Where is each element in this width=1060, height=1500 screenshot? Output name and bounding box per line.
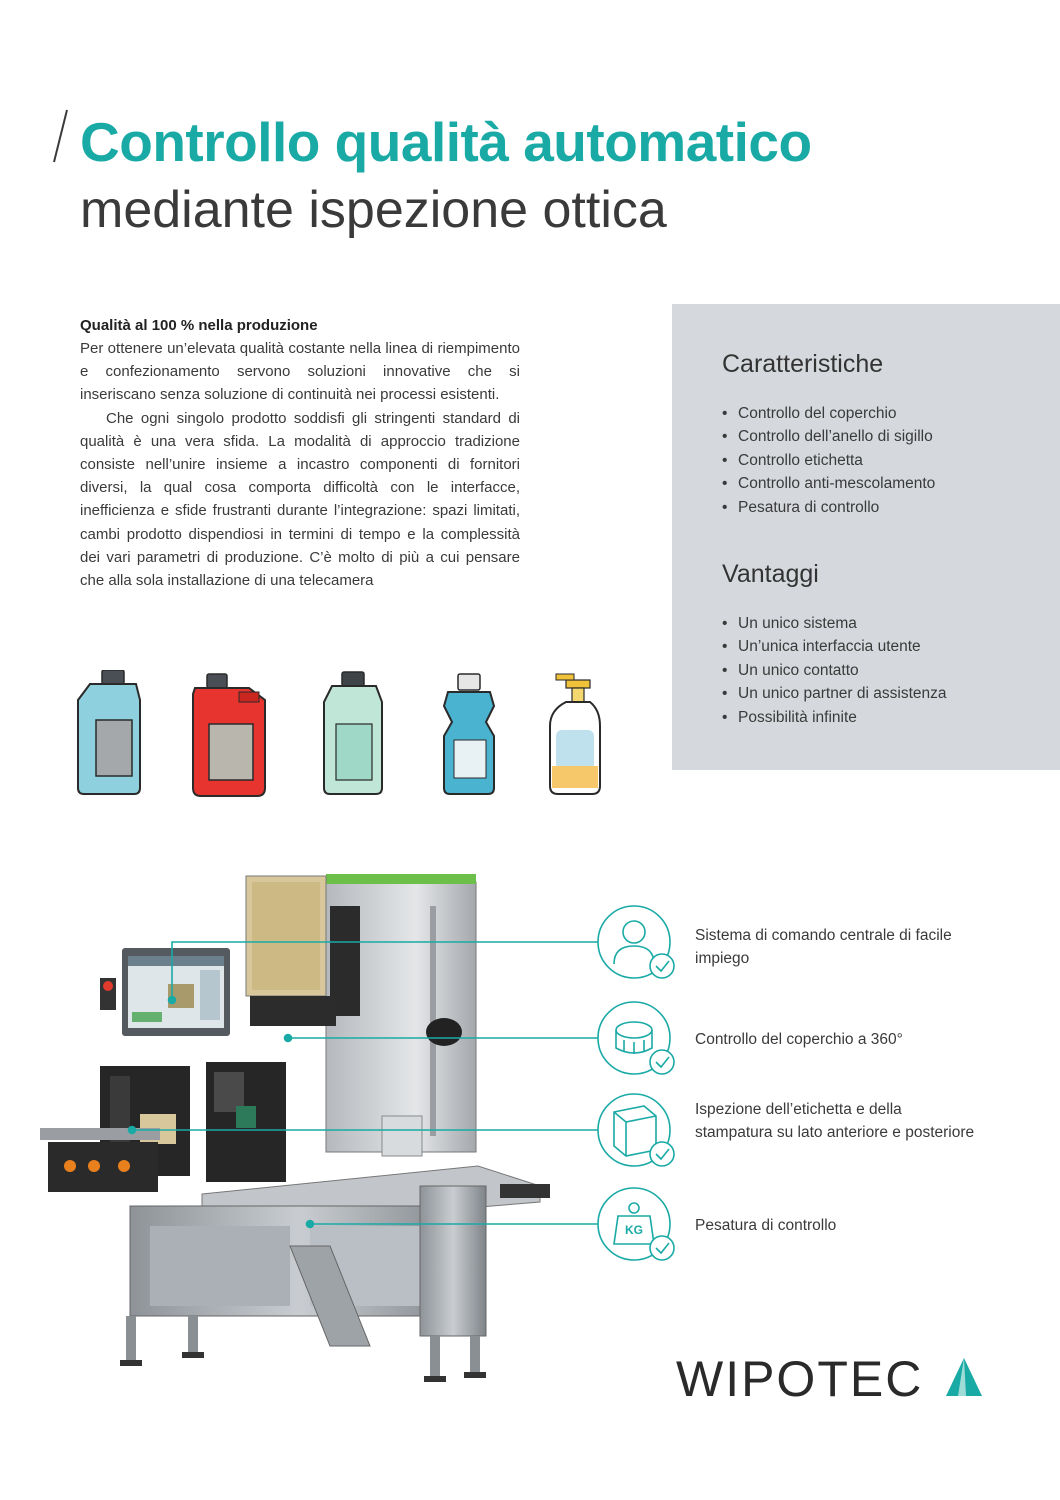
- benefits-heading: Vantaggi: [722, 560, 819, 588]
- features-item: • Controllo del coperchio: [722, 402, 935, 425]
- benefits-item: • Un unico contatto: [722, 659, 947, 682]
- intro-heading: Qualità al 100 % nella produzione: [80, 317, 318, 334]
- callout-control-system: Sistema di comando centrale di facile impiego: [695, 927, 952, 967]
- callout-cap-control: Controllo del coperchio a 360°: [695, 1031, 903, 1048]
- intro-paragraph-1: Per ottenere un’elevata qualità costante nella linea di riempimento e confezionamento servono soluzioni innovative che si inseriscano senza soluzione di continuità nei processi esistenti.: [80, 340, 520, 404]
- benefits-item: • Un unico sistema: [722, 612, 947, 635]
- features-item: • Controllo etichetta: [722, 449, 935, 472]
- label-icon: [598, 1094, 674, 1166]
- green-bottle-icon: [324, 672, 382, 794]
- weight-label: KG: [625, 1223, 643, 1237]
- mouthwash-bottle-icon: [444, 674, 494, 794]
- pump-bottle-icon: [550, 674, 600, 794]
- features-item: • Controllo anti-mescolamento: [722, 472, 935, 495]
- title-slash-decoration: [50, 108, 70, 164]
- page-subtitle: mediante ispezione ottica: [80, 181, 667, 239]
- benefits-list: [722, 612, 947, 729]
- features-heading: Caratteristiche: [722, 350, 884, 378]
- operator-icon: [598, 906, 674, 978]
- callout-weighing: Pesatura di controllo: [695, 1217, 837, 1234]
- cap-icon: [598, 1002, 674, 1074]
- features-panel: [672, 304, 1060, 770]
- intro-paragraph-2: Che ogni singolo prodotto soddisfi gli stringenti standard di qualità è una vera sfida. La modalità di approccio tradizione consiste nell’unire insieme a incastro componenti di fornitori diversi, la qual cosa comporta difficoltà con le interfacce, inefficienza e sfide frustranti durante l’integrazione: spazi limitati, cambi prodotto dispendiosi in termini di tempo e la complessità dei vari parametri di produzione. C’è molto di più a cui pensare che alla sola installazione di una telecamera: [80, 409, 520, 590]
- wipotec-logo: [676, 1352, 986, 1404]
- blue-jug-icon: [78, 670, 140, 794]
- benefits-item: • Un unico partner di assistenza: [722, 682, 947, 705]
- benefits-item: • Un’unica interfaccia utente: [722, 635, 947, 658]
- benefits-item: • Possibilità infinite: [722, 706, 947, 729]
- features-item: • Pesatura di controllo: [722, 496, 935, 519]
- red-canister-icon: [193, 674, 265, 796]
- intro-section: [80, 314, 520, 592]
- features-item: • Controllo dell’anello di sigillo: [722, 425, 935, 448]
- features-list: [722, 402, 935, 519]
- page-title: Controllo qualità automatico: [80, 111, 812, 173]
- logo-triangle-icon: [946, 1358, 982, 1396]
- brand-name: WIPOTEC: [676, 1352, 924, 1404]
- bottles-illustration: [76, 670, 606, 800]
- callout-label-inspection: Ispezione dell’etichetta e della stampatura su lato anteriore e posteriore: [695, 1101, 975, 1141]
